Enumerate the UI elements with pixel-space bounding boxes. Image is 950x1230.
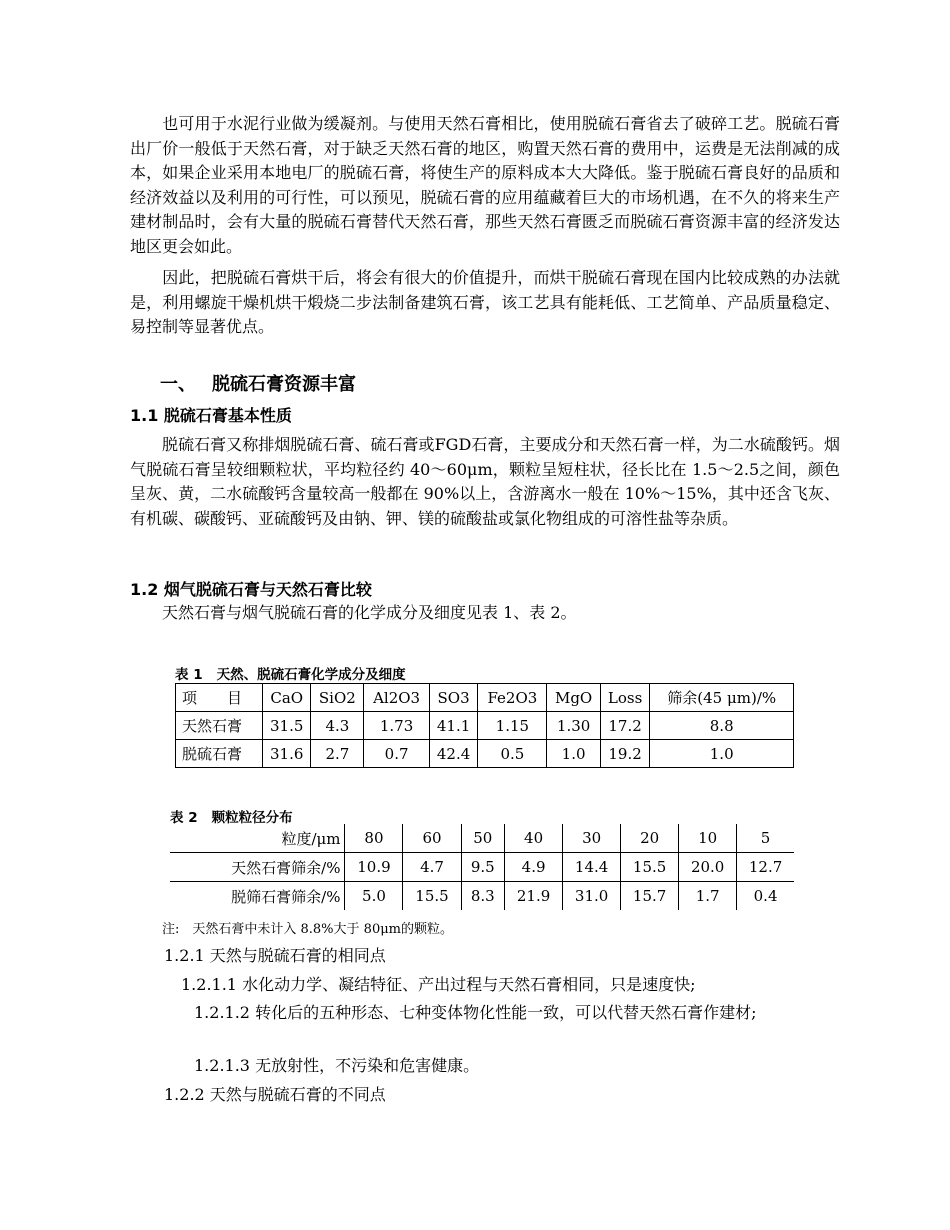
item-1-2-1-3: 1.2.1.3 无放射性，不污染和危害健康。 <box>194 1056 480 1075</box>
header-cell: Loss <box>600 684 650 712</box>
table-cell: 8.8 <box>650 712 794 740</box>
table-cell: 14.4 <box>563 853 621 882</box>
table-cell: 17.2 <box>600 712 650 740</box>
header-cell: SiO2 <box>311 684 364 712</box>
table-cell: 4.9 <box>505 853 563 882</box>
header-cell: 60 <box>403 824 461 853</box>
table-cell: 0.7 <box>364 740 430 768</box>
table-cell: 0.5 <box>478 740 547 768</box>
table-cell: 31.5 <box>263 712 311 740</box>
paragraph-table-intro: 天然石膏与烟气脱硫石膏的化学成分及细度见表 1、表 2。 <box>162 603 577 622</box>
header-cell: 40 <box>505 824 563 853</box>
table-cell: 31.0 <box>563 882 621 911</box>
subsection-heading-1-1: 1.1 脱硫石膏基本性质 <box>130 406 292 425</box>
table-row <box>176 712 794 740</box>
table-cell: 19.2 <box>600 740 650 768</box>
table-cell: 9.5 <box>461 853 505 882</box>
table2-caption <box>170 806 293 826</box>
table-cell: 15.5 <box>621 853 679 882</box>
table-cell: 脱筛石膏筛余/% <box>170 882 345 911</box>
table-header-row <box>176 684 794 712</box>
table-row <box>176 740 794 768</box>
header-cell: 80 <box>345 824 403 853</box>
section-title: 脱硫石膏资源丰富 <box>212 374 356 395</box>
table-cell: 12.7 <box>737 853 794 882</box>
header-cell: 20 <box>621 824 679 853</box>
table-cell: 4.7 <box>403 853 461 882</box>
table-row <box>170 882 794 911</box>
table-cell: 天然石膏筛余/% <box>170 853 345 882</box>
table-header-row <box>170 824 794 853</box>
subsection-1-2-2: 1.2.2 天然与脱硫石膏的不同点 <box>164 1085 386 1104</box>
table2-caption-text: 颗粒粒径分布 <box>211 810 293 826</box>
table1-caption <box>175 663 406 683</box>
header-cell: 30 <box>563 824 621 853</box>
item-1-2-1-2: 1.2.1.2 转化后的五种形态、七种变体物化性能一致，可以代替天然石膏作建材; <box>194 1003 757 1022</box>
table-cell: 2.7 <box>311 740 364 768</box>
header-cell: 5 <box>737 824 794 853</box>
table-cell: 1.0 <box>547 740 600 768</box>
table-cell: 4.3 <box>311 712 364 740</box>
table-cell: 31.6 <box>263 740 311 768</box>
item-1-2-1-1: 1.2.1.1 水化动力学、凝结特征、产出过程与天然石膏相同，只是速度快; <box>181 975 696 994</box>
table-cell: 1.73 <box>364 712 430 740</box>
subsection-heading-1-2: 1.2 烟气脱硫石膏与天然石膏比较 <box>130 580 372 599</box>
table-cell: 5.0 <box>345 882 403 911</box>
paragraph-intro: 也可用于水泥行业做为缓凝剂。与使用天然石膏相比，使用脱硫石膏省去了破碎工艺。脱硫石膏出厂价一般低于天然石膏，对于缺乏天然石膏的地区，购置天然石膏的费用中，运费是无法削减的成本，如果企业采用本地电厂的脱硫石膏，将使生产的原料成本大大降低。鉴于脱硫石膏良好的品质和经济效益以及利用的可行性，可以预见，脱硫石膏的应用蕴藏着巨大的市场机遇，在不久的将来生产建材制品时，会有大量的脱硫石膏替代天然石膏，那些天然石膏匮乏而脱硫石膏资源丰富的经济发达地区更会如此。 <box>130 114 840 256</box>
table-cell: 10.9 <box>345 853 403 882</box>
table-cell: 1.30 <box>547 712 600 740</box>
header-cell: 筛余(45 μm)/% <box>650 684 794 712</box>
header-cell: Al2O3 <box>364 684 430 712</box>
table-cell: 42.4 <box>429 740 477 768</box>
header-cell: 10 <box>679 824 737 853</box>
table-row <box>170 853 794 882</box>
subsection-1-2-1: 1.2.1 天然与脱硫石膏的相同点 <box>164 946 386 965</box>
table-cell: 15.5 <box>403 882 461 911</box>
table1-caption-text: 天然、脱硫石膏化学成分及细度 <box>216 667 406 683</box>
header-cell: 50 <box>461 824 505 853</box>
table-cell: 41.1 <box>429 712 477 740</box>
paragraph-properties: 脱硫石膏又称排烟脱硫石膏、硫石膏或FGD石膏，主要成分和天然石膏一样，为二水硫酸钙。烟气脱硫石膏呈较细颗粒状，平均粒径约 40～60μm，颗粒呈短柱状，径长比在 1.5～2.5之间，颜色呈灰、黄，二水硫酸钙含量较高一般都在 90%以上，含游离水一般在 10%～15%，其中还含飞灰、有机碳、碳酸钙、亚硫酸钙及由钠、钾、镁的硫酸盐或氯化物组成的可溶性盐等杂质。 <box>130 435 840 528</box>
table-cell: 8.3 <box>461 882 505 911</box>
table-cell: 1.7 <box>679 882 737 911</box>
paragraph-conclusion: 因此，把脱硫石膏烘干后，将会有很大的价值提升，而烘干脱硫石膏现在国内比较成熟的办法就是，利用螺旋干燥机烘干煅烧二步法制备建筑石膏，该工艺具有能耗低、工艺简单、产品质量稳定、易控制等显著优点。 <box>130 268 840 336</box>
header-cell: 粒度/μm <box>281 829 341 848</box>
table-cell: 1.0 <box>650 740 794 768</box>
section-heading-1 <box>160 370 356 396</box>
header-cell: 项 目 <box>176 684 263 712</box>
section-number: 一、 <box>160 374 196 395</box>
table-cell: 20.0 <box>679 853 737 882</box>
table-cell: 21.9 <box>505 882 563 911</box>
header-cell: MgO <box>547 684 600 712</box>
header-cell: SO3 <box>429 684 477 712</box>
table1-caption-number: 表 1 <box>175 667 203 683</box>
table2-note: 注: 天然石膏中未计入 8.8%大于 80μm的颗粒。 <box>162 922 453 937</box>
table-cell: 0.4 <box>737 882 794 911</box>
table-cell: 1.15 <box>478 712 547 740</box>
header-cell: Fe2O3 <box>478 684 547 712</box>
table-cell: 15.7 <box>621 882 679 911</box>
header-cell: CaO <box>263 684 311 712</box>
table-particle-size <box>170 824 794 910</box>
table-chemical-composition <box>175 683 794 768</box>
table2-caption-number: 表 2 <box>170 810 198 826</box>
table-cell: 天然石膏 <box>176 712 263 740</box>
table-cell: 脱硫石膏 <box>176 740 263 768</box>
